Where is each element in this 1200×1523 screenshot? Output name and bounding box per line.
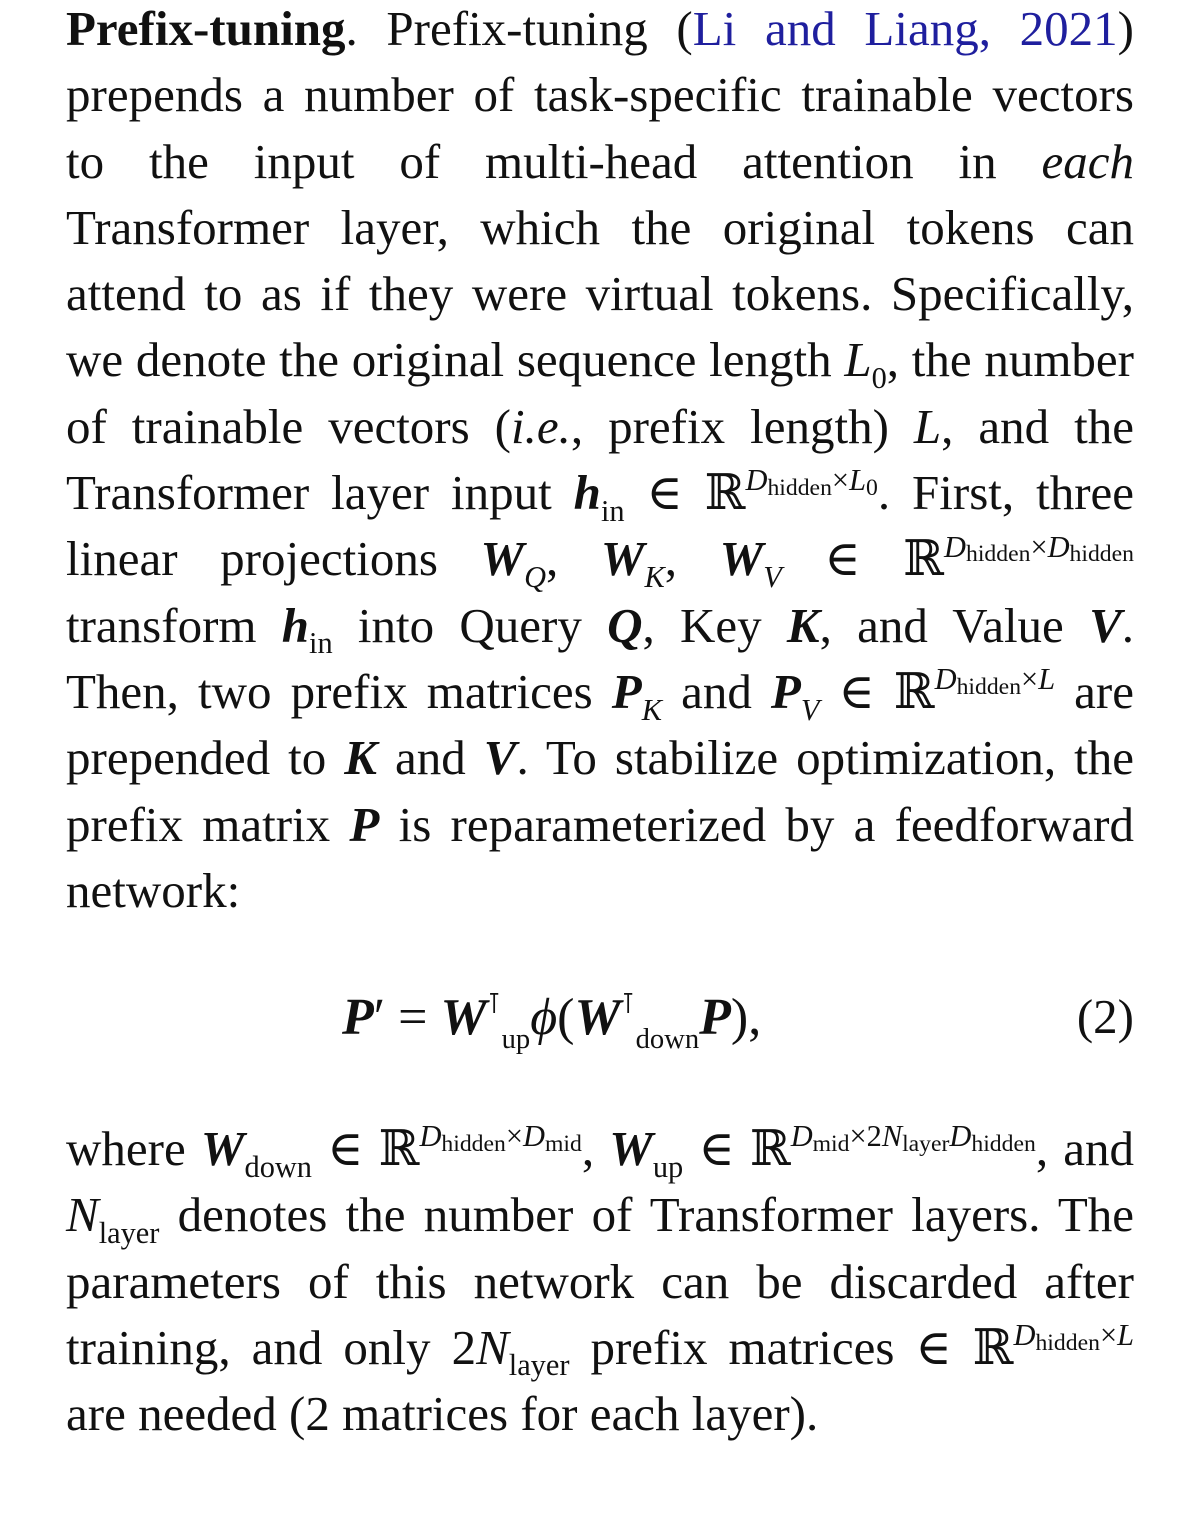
text: . Prefix-tuning (: [345, 1, 693, 56]
paragraph-where: where $W_{down}$ ∈ ℝ$^{D_{hidden}\times D_{mid}}$, $W_{up}$ ∈ ℝ$^{D_{mid}\times 2N_{layer}D_{hidden}}$, and $N_{layer}$ denotes the number of Transformer layers. The parameters of this network can be discarded after training, and only $2N_{layer}$ prefix matrices ∈ ℝ$^{D_{hidden}\times L}$ are needed (2 matrices for each layer).: [66, 1119, 1135, 1442]
math-2N-layer: $2N_{layer}$: [451, 1319, 570, 1383]
text: prefix matrices: [569, 1319, 916, 1375]
math-PV-space: $P_V$ ∈ ℝ$^{D_{hidden}\times L}$: [770, 662, 1056, 727]
text: and: [376, 730, 484, 786]
text: are prepended to: [66, 663, 1135, 786]
text: , prefix length): [570, 398, 914, 454]
text: Transformer layer, which the original tokens can attend to as if they were virtual tokens. Specifically, we denote the original sequence length: [66, 199, 1134, 388]
math-L: L: [913, 398, 942, 454]
math-V: V: [483, 730, 517, 786]
text: where: [66, 1121, 201, 1176]
text: , the number of trainable vectors (: [66, 332, 1134, 454]
text: is reparameterized by a feedforward network:: [66, 796, 1134, 918]
equation-body: $P' = W^⊺_{up}\phi(W^⊺_{down}P)$,: [342, 988, 762, 1056]
emphasis: i.e.: [511, 398, 571, 454]
text: , and Value: [819, 597, 1090, 653]
citation-link[interactable]: Li and Liang, 2021: [692, 1, 1118, 56]
math-PK: $P_K$: [611, 663, 662, 727]
math-L0: $L_0$: [844, 332, 887, 396]
math-h-in: $h_{in}$: [281, 597, 333, 661]
text: ) prepends a number of task-specific trainable vectors to the input of multi-head attention in: [66, 1, 1134, 189]
math-N-layer: $N_{layer}$: [66, 1187, 160, 1250]
equation-number: (2): [1076, 989, 1134, 1044]
math-W-down: $W_{down}$ ∈ ℝ$^{D_{hidden}\times D_{mid}}$: [200, 1119, 582, 1184]
emphasis: each: [1041, 133, 1134, 189]
equation-2: [66, 978, 1134, 1068]
math-K: K: [786, 597, 820, 653]
text: . Then, two prefix matrices: [66, 597, 1134, 719]
math-P: P: [349, 796, 380, 852]
run-in-heading: Prefix-tuning: [66, 1, 346, 56]
math-W-up: $W_{up}$ ∈ ℝ$^{D_{mid}\times 2N_{layer}D_{hidden}}$: [609, 1119, 1036, 1184]
math-prefix-space: ∈ ℝ$^{D_{hidden}\times L}$: [915, 1318, 1134, 1375]
math-V: V: [1089, 597, 1122, 653]
text: , Key: [642, 597, 787, 653]
math-K: K: [344, 730, 377, 786]
text: , and the Transformer layer input: [66, 398, 1134, 521]
text: . First, three linear projections: [66, 465, 1135, 587]
text: and: [661, 663, 771, 719]
math-Q: Q: [607, 597, 643, 653]
text: into Query: [332, 597, 608, 653]
text: . To stabilize optimization, the prefix matrix: [66, 730, 1134, 852]
paragraph-prefix-tuning: [66, 0, 1134, 924]
math-h-in-space: $h_{in}$ ∈ ℝ$^{D_{hidden}\times L_0}$: [573, 463, 878, 528]
math-projections: $W_Q$, $W_K$, $W_V$ ∈ ℝ$^{D_{hidden}\times D_{hidden}}$: [480, 529, 1135, 594]
text: , and: [1035, 1121, 1135, 1176]
text: denotes the number of Transformer layers. The parameters of this network can be discarded after training, and only: [66, 1187, 1134, 1375]
text: are needed (2 matrices for each layer).: [66, 1386, 819, 1442]
text: transform: [66, 597, 282, 653]
